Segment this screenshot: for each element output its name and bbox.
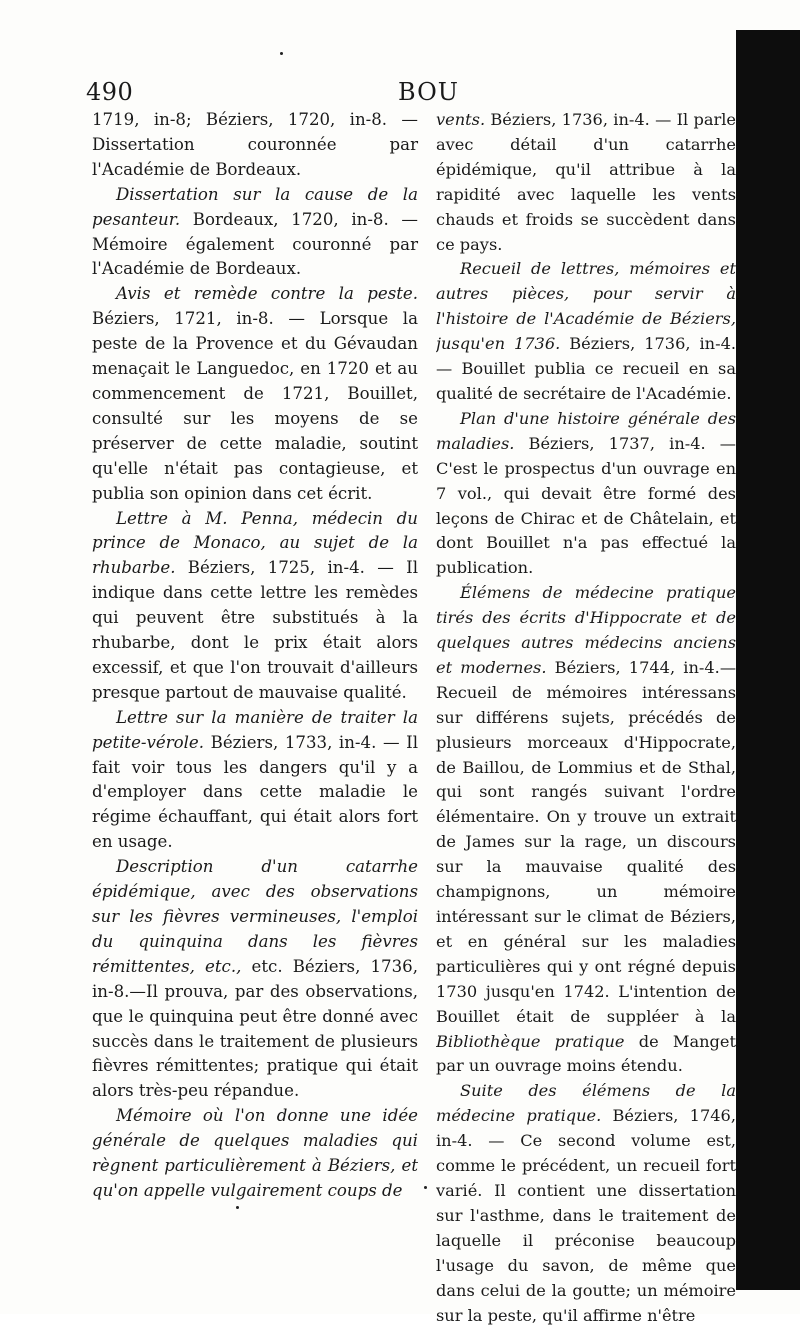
bibliography-entry <box>436 581 736 1079</box>
right-column <box>436 108 736 1328</box>
ink-speck <box>424 1186 427 1189</box>
entry-text: Béziers, 1744, in-4.—Recueil de mémoires intéressans sur différens sujets, précédés de plusieurs morceaux d'Hippocrate, de Baillou, de Lommius et de Sthal, qui sont rangés suivant l'ordre élémentaire. On y trouve un extrait de James sur la rage, un discours sur la mauvaise qualité des champignons, un mémoire intéressant sur le climat de Béziers, et en général sur les maladies particulières qui y ont régné depuis 1730 jusqu'en 1742. L'intention de Bouillet était de suppléer à la <box>436 657 736 1026</box>
bibliography-entry <box>436 257 736 406</box>
entry-text: Béziers, 1746, in-4. — Ce second volume est, comme le précédent, un recueil fort varié. Il contient une dissertation sur l'asthme, dans le traitement de laquelle il préconise beaucoup l'usage du savon, de même que dans celui de la goutte; un mémoire sur la peste, qu'il affirme n'être <box>436 1106 736 1325</box>
ink-speck <box>236 1206 239 1209</box>
bibliography-entry <box>92 855 418 1104</box>
entry-text: Béziers, 1725, in-4. — Il indique dans cette lettre les remèdes qui peuvent être substitués à la rhubarbe, dont le prix était alors excessif, et que l'on trouvait d'ailleurs presque partout de mauvaise qualité. <box>92 558 418 702</box>
entry-title: Plan d'une histoire générale des maladies. <box>436 408 736 453</box>
entry-text: de Manget par un ouvrage moins étendu. <box>436 1031 736 1076</box>
entry-text: Béziers, 1736, in-4. — Bouillet publia ce recueil en sa qualité de secrétaire de l'Académie. <box>436 334 736 403</box>
entry-continuation <box>92 108 418 183</box>
entry-title: Avis et remède contre la peste. <box>116 284 418 304</box>
entry-text: etc. Béziers, 1736, in-8.—Il prouva, par des observations, que le quinquina peut être donné avec succès dans le traitement de plusieurs fièvres rémittentes; pratique qui était alors très-peu répandue. <box>92 956 418 1101</box>
entry-title-inline: Bibliothèque pratique <box>436 1031 625 1051</box>
entry-title: Description d'un catarrhe épidémique, avec des observations sur les fièvres vermineuses, l'emploi du quinquina dans les fièvres rémittentes, etc., <box>92 857 418 976</box>
entry-title: Lettre à M. Penna, médecin du prince de Monaco, au sujet de la rhubarbe. <box>92 508 418 578</box>
entry-title: Dissertation sur la cause de la pesanteur. <box>92 184 418 229</box>
entry-text: Béziers, 1736, in-4. — Il parle avec détail d'un catarrhe épidémique, qu'il attribue à la rapidité avec laquelle les vents chauds et froids se succèdent dans ce pays. <box>436 110 736 254</box>
bibliography-entry <box>92 282 418 506</box>
entry-title: Élémens de médecine pratique tirés des écrits d'Hippocrate et de quelques autres médecins anciens et modernes. <box>436 583 736 677</box>
bibliography-entry <box>436 407 736 581</box>
page-number: 490 <box>86 78 134 106</box>
ink-speck <box>280 52 283 55</box>
bibliography-entry <box>92 183 418 283</box>
entry-text: Bordeaux, 1720, in-8. — Mémoire également couronné par l'Académie de Bordeaux. <box>92 209 418 279</box>
entry-text: Béziers, 1721, in-8. — Lorsque la peste de la Provence et du Gévaudan menaçait le Languedoc, en 1720 et au commencement de 1721, Bouillet, consulté sur les moyens de se préserver de cette maladie, soutint qu'elle n'était pas contagieuse, et publia son opinion dans cet écrit. <box>92 309 418 503</box>
bibliography-entry <box>92 1104 418 1204</box>
entry-title: Recueil de lettres, mémoires et autres pièces, pour servir à l'histoire de l'Académie de Béziers, jusqu'en 1736. <box>436 259 736 354</box>
entry-continuation <box>436 108 736 257</box>
left-column <box>92 108 418 1204</box>
scan-edge-shadow <box>736 30 800 1290</box>
entry-title: Lettre sur la manière de traiter la petite-vérole. <box>92 707 418 752</box>
entry-text: Béziers, 1737, in-4. — C'est le prospectus d'un ouvrage en 7 vol., qui devait être formé des leçons de Chirac et de Châtelain, et dont Bouillet n'a pas effectué la publication. <box>436 433 736 578</box>
bibliography-entry <box>92 507 418 706</box>
entry-title: vents. <box>436 110 486 129</box>
entry-text: 1719, in-8; Béziers, 1720, in-8. — Dissertation couronnée par l'Académie de Bordeaux. <box>92 110 418 179</box>
bibliography-entry <box>436 1079 736 1328</box>
entry-title: Mémoire où l'on donne une idée générale de quelques maladies qui règnent particulièrement à Béziers, et qu'on appelle vulgairement coups de <box>92 1106 418 1200</box>
bibliography-entry <box>92 706 418 855</box>
entry-text: Béziers, 1733, in-4. — Il fait voir tous les dangers qu'il y a d'employer dans cette maladie le régime échauffant, qui était alors fort en usage. <box>92 732 418 852</box>
entry-title: Suite des élémens de la médecine pratique. <box>436 1081 736 1126</box>
running-head: BOU <box>398 78 459 106</box>
